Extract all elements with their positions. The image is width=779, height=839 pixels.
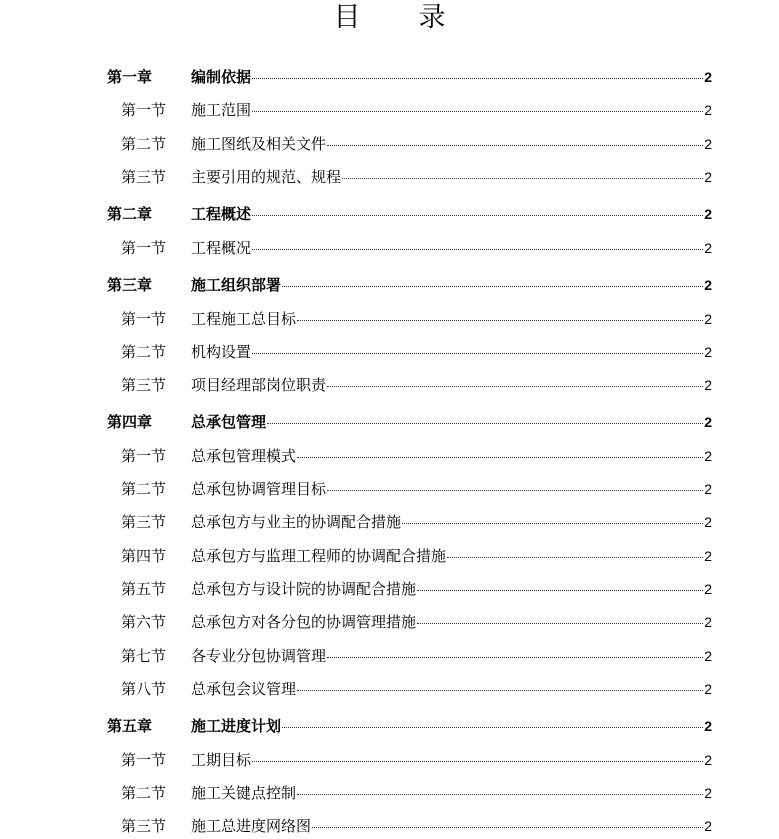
dot-leader — [327, 385, 703, 387]
page-number: 2 — [704, 311, 712, 327]
page-number: 2 — [704, 277, 712, 293]
section-title: 各专业分包协调管理 — [191, 647, 327, 665]
toc-entry-line — [191, 203, 712, 225]
chapter-title: 工程概述 — [191, 205, 252, 223]
section-number: 第八节 — [121, 680, 167, 698]
toc-entry-line — [191, 374, 712, 396]
dot-leader — [252, 214, 703, 216]
toc-entry-line — [191, 782, 712, 804]
page-number: 2 — [704, 481, 712, 497]
toc-chapter-entry[interactable] — [0, 411, 779, 433]
toc-section-entry[interactable] — [0, 308, 779, 330]
page-number: 2 — [704, 102, 712, 118]
dot-leader — [267, 422, 703, 424]
section-title: 总承包会议管理 — [191, 680, 297, 698]
section-number: 第六节 — [121, 613, 167, 631]
page-number: 2 — [704, 448, 712, 464]
dot-leader — [312, 826, 703, 828]
toc-section-entry[interactable] — [0, 478, 779, 500]
toc-section-entry[interactable] — [0, 545, 779, 567]
dot-leader — [327, 144, 703, 146]
toc-section-entry[interactable] — [0, 578, 779, 600]
dot-leader — [297, 793, 703, 795]
title-char-2: 录 — [418, 2, 446, 33]
page-number: 2 — [704, 136, 712, 152]
chapter-number: 第二章 — [107, 205, 153, 223]
toc-entry-line — [191, 645, 712, 667]
toc-entry-line — [191, 237, 712, 259]
chapter-number: 第四章 — [107, 413, 153, 431]
toc-entry-line — [191, 341, 712, 363]
section-number: 第三节 — [121, 817, 167, 835]
page-number: 2 — [704, 648, 712, 664]
section-number: 第二节 — [121, 480, 167, 498]
toc-chapter-entry[interactable] — [0, 203, 779, 225]
page-number: 2 — [704, 752, 712, 768]
dot-leader — [252, 352, 703, 354]
section-title: 施工图纸及相关文件 — [191, 135, 327, 153]
section-number: 第三节 — [121, 513, 167, 531]
page-number: 2 — [704, 240, 712, 256]
section-title: 总承包协调管理目标 — [191, 480, 327, 498]
chapter-title: 编制依据 — [191, 68, 252, 86]
page-number: 2 — [704, 344, 712, 360]
section-number: 第一节 — [121, 101, 167, 119]
page-number: 2 — [704, 718, 712, 734]
dot-leader — [327, 489, 703, 491]
toc-section-entry[interactable] — [0, 166, 779, 188]
toc-section-entry[interactable] — [0, 611, 779, 633]
section-number: 第七节 — [121, 647, 167, 665]
dot-leader — [342, 177, 703, 179]
section-number: 第三节 — [121, 376, 167, 394]
section-number: 第二节 — [121, 343, 167, 361]
section-title: 主要引用的规范、规程 — [191, 168, 342, 186]
toc-section-entry[interactable] — [0, 99, 779, 121]
toc-section-entry[interactable] — [0, 749, 779, 771]
dot-leader — [402, 522, 703, 524]
toc-entry-line — [191, 511, 712, 533]
section-title: 项目经理部岗位职责 — [191, 376, 327, 394]
toc-entry-line — [191, 611, 712, 633]
section-number: 第五节 — [121, 580, 167, 598]
dot-leader — [252, 248, 703, 250]
toc-section-entry[interactable] — [0, 133, 779, 155]
section-title: 施工关键点控制 — [191, 784, 297, 802]
section-number: 第四节 — [121, 547, 167, 565]
dot-leader — [252, 77, 703, 79]
toc-entry-line — [191, 274, 712, 296]
title-char-1: 目 — [333, 2, 361, 33]
section-title: 总承包方与监理工程师的协调配合措施 — [191, 547, 447, 565]
toc-section-entry[interactable] — [0, 374, 779, 396]
section-title: 总承包管理模式 — [191, 447, 297, 465]
dot-leader — [297, 456, 703, 458]
toc-entry-line — [191, 815, 712, 837]
toc-entry-line — [191, 66, 712, 88]
page-number: 2 — [704, 785, 712, 801]
toc-section-entry[interactable] — [0, 341, 779, 363]
document-title — [0, 0, 779, 36]
section-title: 工程施工总目标 — [191, 310, 297, 328]
section-title: 总承包方与业主的协调配合措施 — [191, 513, 402, 531]
section-title: 施工范围 — [191, 101, 252, 119]
toc-entry-line — [191, 166, 712, 188]
page-number: 2 — [704, 514, 712, 530]
section-title: 总承包方对各分包的协调管理措施 — [191, 613, 417, 631]
dot-leader — [297, 689, 703, 691]
toc-chapter-entry[interactable] — [0, 274, 779, 296]
toc-entry-line — [191, 578, 712, 600]
section-title: 工期目标 — [191, 751, 252, 769]
dot-leader — [282, 726, 703, 728]
dot-leader — [327, 656, 703, 658]
toc-chapter-entry[interactable] — [0, 66, 779, 88]
section-number: 第一节 — [121, 239, 167, 257]
dot-leader — [417, 622, 703, 624]
toc-entry-line — [191, 749, 712, 771]
page-number: 2 — [704, 414, 712, 430]
toc-entry-line — [191, 411, 712, 433]
section-number: 第二节 — [121, 784, 167, 802]
page-number: 2 — [704, 581, 712, 597]
chapter-number: 第一章 — [107, 68, 153, 86]
section-title: 施工总进度网络图 — [191, 817, 312, 835]
section-title: 工程概况 — [191, 239, 252, 257]
dot-leader — [282, 285, 703, 287]
section-number: 第二节 — [121, 135, 167, 153]
toc-entry-line — [191, 99, 712, 121]
page-number: 2 — [704, 681, 712, 697]
page-number: 2 — [704, 614, 712, 630]
page-number: 2 — [704, 548, 712, 564]
toc-entry-line — [191, 133, 712, 155]
dot-leader — [252, 110, 703, 112]
chapter-title: 施工进度计划 — [191, 717, 282, 735]
section-number: 第一节 — [121, 751, 167, 769]
toc-chapter-entry[interactable] — [0, 715, 779, 737]
dot-leader — [447, 556, 703, 558]
section-title: 总承包方与设计院的协调配合措施 — [191, 580, 417, 598]
chapter-title: 施工组织部署 — [191, 276, 282, 294]
page-number: 2 — [704, 69, 712, 85]
dot-leader — [252, 760, 703, 762]
toc-entry-line — [191, 445, 712, 467]
toc-section-entry[interactable] — [0, 782, 779, 804]
page-number: 2 — [704, 169, 712, 185]
toc-entry-line — [191, 545, 712, 567]
chapter-number: 第三章 — [107, 276, 153, 294]
toc-section-entry[interactable] — [0, 237, 779, 259]
toc-section-entry[interactable] — [0, 445, 779, 467]
toc-section-entry[interactable] — [0, 678, 779, 700]
page-number: 2 — [704, 818, 712, 834]
chapter-number: 第五章 — [107, 717, 153, 735]
page-number: 2 — [704, 206, 712, 222]
toc-entry-line — [191, 308, 712, 330]
section-number: 第一节 — [121, 447, 167, 465]
toc-section-entry[interactable] — [0, 511, 779, 533]
toc-entry-line — [191, 478, 712, 500]
toc-entry-line — [191, 678, 712, 700]
chapter-title: 总承包管理 — [191, 413, 267, 431]
section-title: 机构设置 — [191, 343, 252, 361]
page-number: 2 — [704, 377, 712, 393]
section-number: 第三节 — [121, 168, 167, 186]
toc-entry-line — [191, 715, 712, 737]
dot-leader — [417, 589, 703, 591]
section-number: 第一节 — [121, 310, 167, 328]
toc-section-entry[interactable] — [0, 815, 779, 837]
toc-section-entry[interactable] — [0, 645, 779, 667]
dot-leader — [297, 319, 703, 321]
